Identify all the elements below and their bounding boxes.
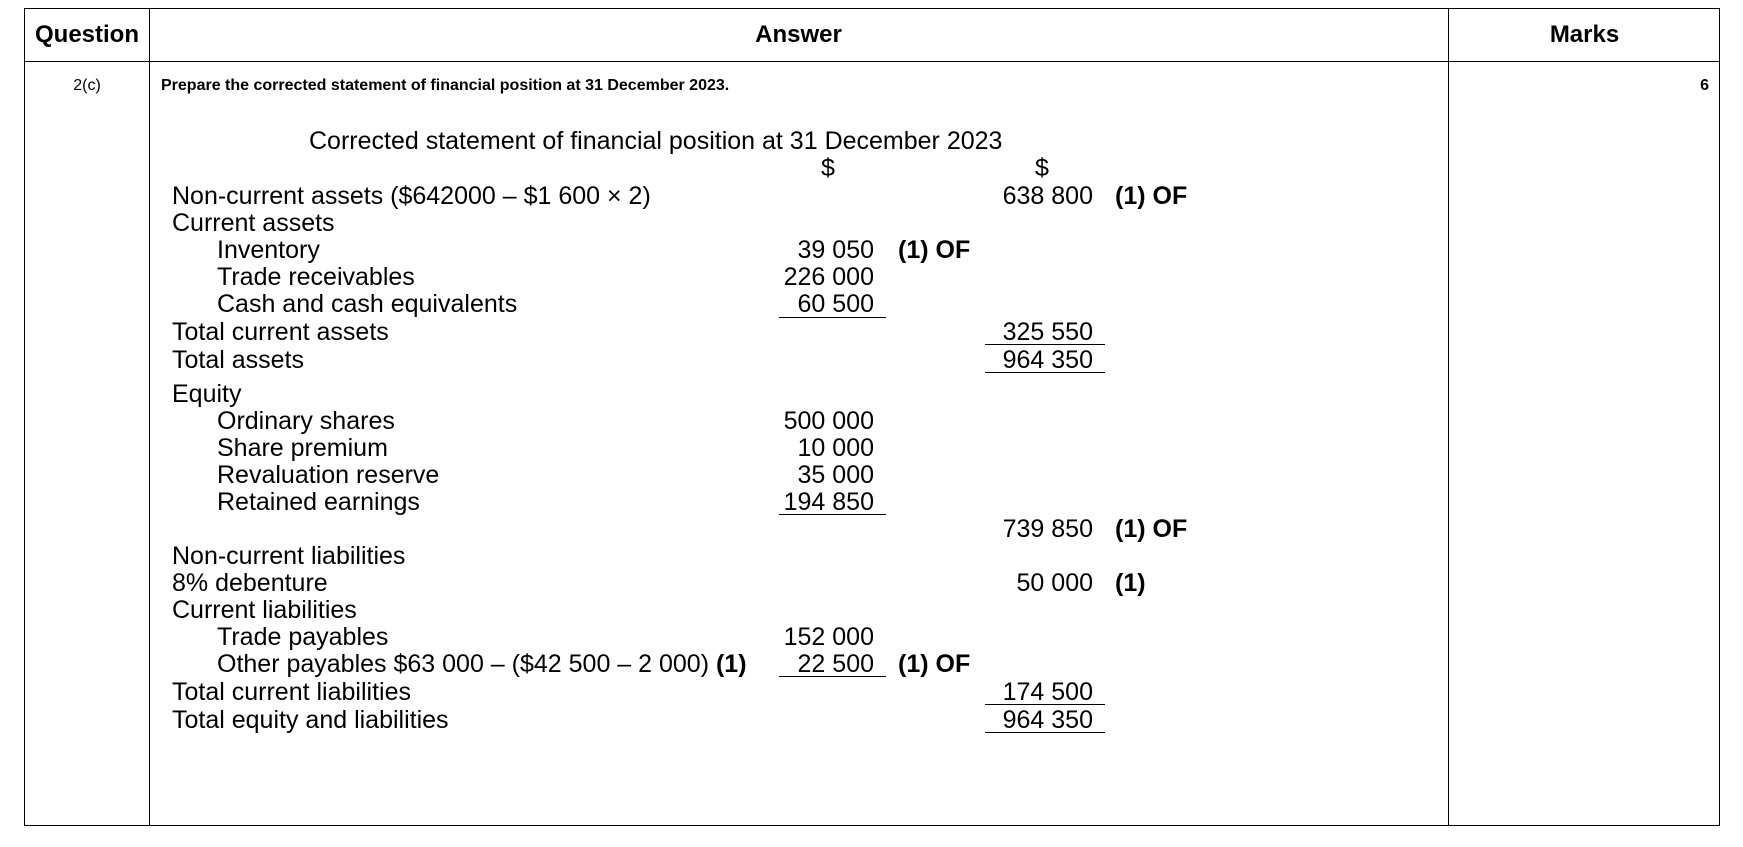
trade-receivables-label: Trade receivables — [217, 263, 415, 291]
trade-payables-amount: 152 000 — [783, 623, 874, 651]
total-assets-rule — [985, 372, 1105, 373]
debenture-mark: (1) — [1115, 569, 1146, 597]
total-current-assets-label: Total current assets — [172, 318, 389, 346]
mark-scheme-table — [24, 8, 1720, 826]
inventory-mark: (1) OF — [898, 236, 971, 264]
total-equity-liabilities-rule — [985, 732, 1105, 733]
other-payables-label-mark: (1) — [715, 650, 747, 678]
column-heading-1: $ — [821, 154, 835, 182]
share-premium-label: Share premium — [217, 434, 388, 462]
header-question: Question — [34, 21, 139, 48]
statement-title: Corrected statement of financial position at 31 December 2023 — [309, 127, 1003, 155]
question-number: 2(c) — [73, 77, 101, 94]
ordinary-shares-label: Ordinary shares — [217, 407, 395, 435]
trade-payables-label: Trade payables — [217, 623, 389, 651]
non-current-assets-label: Non-current assets ($642000 – $1 600 × 2) — [172, 182, 651, 210]
current-liabilities-heading: Current liabilities — [172, 596, 357, 624]
current-assets-heading: Current assets — [172, 209, 335, 237]
column-heading-2: $ — [1035, 154, 1049, 182]
total-equity-amount: 739 850 — [1002, 515, 1093, 543]
non-current-liabilities-heading: Non-current liabilities — [172, 542, 406, 570]
equity-subtotal-rule — [779, 514, 886, 515]
total-equity-liabilities-label: Total equity and liabilities — [172, 706, 449, 734]
inventory-label: Inventory — [217, 236, 320, 264]
debenture-amount: 50 000 — [1016, 569, 1093, 597]
header-marks: Marks — [1549, 21, 1620, 48]
current-liabilities-subtotal-rule — [779, 676, 886, 677]
question-prompt: Prepare the corrected statement of financial position at 31 December 2023. — [161, 77, 730, 94]
total-equity-mark: (1) OF — [1115, 515, 1188, 543]
non-current-assets-amount: 638 800 — [1002, 182, 1093, 210]
total-equity-liabilities-amount: 964 350 — [1002, 706, 1093, 734]
trade-receivables-amount: 226 000 — [783, 263, 874, 291]
retained-earnings-label: Retained earnings — [217, 488, 420, 516]
share-premium-amount: 10 000 — [797, 434, 874, 462]
cash-amount: 60 500 — [797, 290, 874, 318]
revaluation-reserve-amount: 35 000 — [797, 461, 874, 489]
header-answer: Answer — [755, 21, 842, 48]
total-assets-label: Total assets — [172, 346, 305, 374]
cash-label: Cash and cash equivalents — [217, 290, 518, 318]
inventory-amount: 39 050 — [797, 236, 874, 264]
equity-heading: Equity — [172, 380, 242, 408]
other-payables-label: Other payables $63 000 – ($42 500 – 2 000) — [217, 650, 710, 678]
marks-total: 6 — [1700, 77, 1709, 94]
debenture-label: 8% debenture — [172, 569, 328, 597]
total-assets-amount: 964 350 — [1002, 346, 1093, 374]
non-current-assets-mark: (1) OF — [1115, 182, 1188, 210]
retained-earnings-amount: 194 850 — [783, 488, 874, 516]
total-current-assets-amount: 325 550 — [1002, 318, 1093, 346]
other-payables-line — [217, 649, 747, 679]
total-current-liabilities-label: Total current liabilities — [172, 678, 411, 706]
statement-of-financial-position — [25, 9, 1721, 827]
revaluation-reserve-label: Revaluation reserve — [217, 461, 440, 489]
ordinary-shares-amount: 500 000 — [783, 407, 874, 435]
total-current-liabilities-amount: 174 500 — [1002, 678, 1093, 706]
current-assets-subtotal-rule — [779, 317, 886, 318]
other-payables-amount: 22 500 — [797, 650, 874, 678]
other-payables-mark: (1) OF — [898, 650, 971, 678]
